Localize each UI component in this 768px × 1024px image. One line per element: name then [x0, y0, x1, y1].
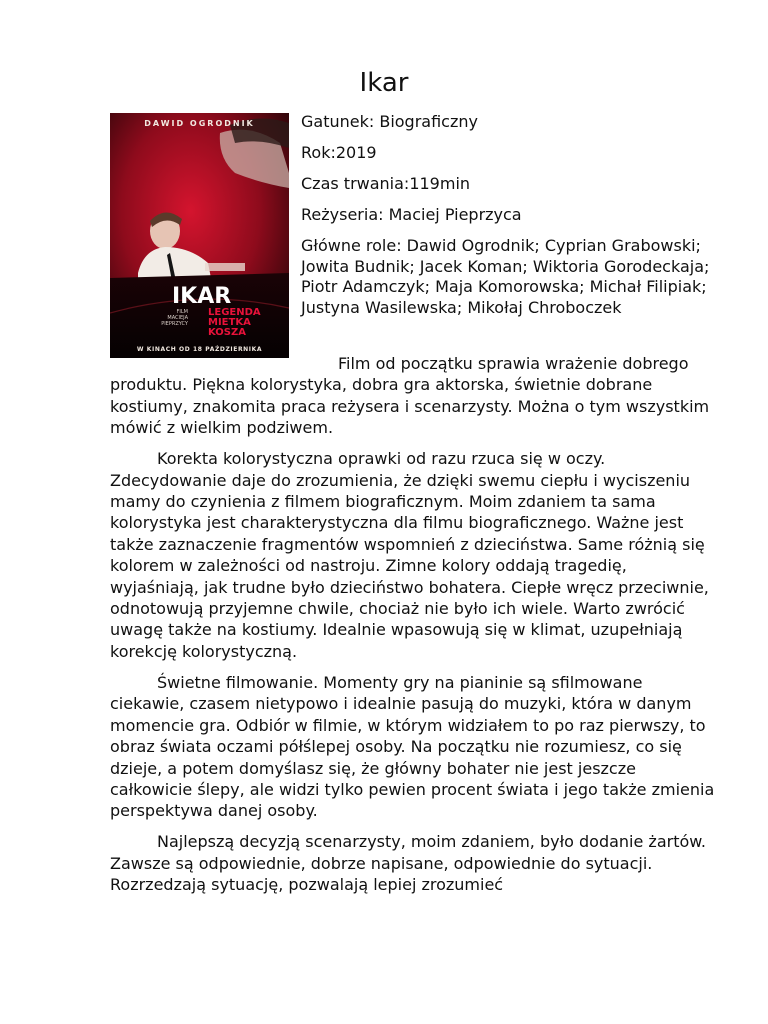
review-paragraph-1	[110, 353, 720, 439]
runtime-line: Czas trwania:119min	[301, 174, 471, 193]
director-line: Reżyseria: Maciej Pieprzyca	[301, 205, 522, 224]
year-line: Rok:2019	[301, 143, 377, 162]
page-title: Ikar	[359, 68, 409, 98]
poster-title-sub3: KOSZA	[208, 327, 246, 338]
poster-title-sub2: MIETKA	[208, 317, 251, 328]
movie-poster	[110, 113, 289, 358]
cast-line: Główne role: Dawid Ogrodnik; Cyprian Grabowski; Jowita Budnik; Jacek Koman; Wiktoria Gorodeckaja; Piotr Adamczyk; Maja Komorowska; Michał Filipiak; Justyna Wasilewska; Mikołaj Chroboczek	[301, 236, 710, 317]
review-body	[110, 353, 720, 905]
poster-credit-2: MACIEJA	[167, 315, 188, 321]
poster-release: W KINACH OD 18 PAŹDZIERNIKA	[136, 346, 263, 353]
review-paragraph-2: Korekta kolorystyczna oprawki od razu rzuca się w oczy. Zdecydowanie daje do zrozumienia, że dzięki swemu ciepłu i wyciszeniu mamy do czynienia z filmem biograficznym. Moim zdaniem ta sama kolorystyka jest charakterystyczna dla filmu biograficznego. Ważne jest także zaznaczenie fragmentów wspomnień z dzieciństwa. Same różnią się kolorem w zależności od nastroju. Zimne kolory oddają tragedię, wyjaśniają, jak trudne było dzieciństwo bohatera. Ciepłe wręcz przeciwnie, odnotowują przyjemne chwile, chociaż nie było ich wiele. Warto zwrócić uwagę także na kostiumy. Idealnie wpasowują się w klimat, uzupełniają korekcję kolorystyczną.	[110, 449, 709, 661]
genre-line: Gatunek: Biograficzny	[301, 112, 478, 131]
review-paragraph-3: Świetne filmowanie. Momenty gry na pianinie są sfilmowane ciekawie, czasem nietypowo i idealnie pasują do muzyki, która w danym momencie gra. Odbiór w filmie, w którym widziałem to po raz pierwszy, to obraz świata oczami półślepej osoby. Na początku nie rozumiesz, co się dzieje, a potem domyślasz się, że główny bohater nie jest jeszcze całkowicie ślepy, ale widzi tylko pewien procent świata i jego także zmienia perspektywa danej osoby.	[110, 672, 715, 821]
poster-credit-1: FILM	[176, 309, 188, 315]
poster-actor-name: DAWID OGRODNIK	[144, 119, 255, 128]
poster-title-sub1: LEGENDA	[208, 307, 261, 318]
poster-credit-3: PIEPRZYCY	[161, 321, 188, 327]
review-paragraph-4: Najlepszą decyzją scenarzysty, moim zdaniem, było dodanie żartów. Zawsze są odpowiednie, dobrze napisane, odpowiednie do sytuacji. Rozrzedzają sytuację, pozwalają lepiej zrozumieć	[110, 832, 706, 895]
review-paragraph-1-text: Film od początku sprawia wrażenie dobrego produktu. Piękna kolorystyka, dobra gra aktorska, świetnie dobrane kostiumy, znakomita praca reżysera i scenarzysty. Można o tym wszystkim mówić z wielkim podziwem.	[110, 354, 710, 438]
poster-image	[110, 113, 289, 358]
poster-title-main: IKAR	[172, 284, 232, 309]
movie-metadata	[301, 112, 731, 329]
